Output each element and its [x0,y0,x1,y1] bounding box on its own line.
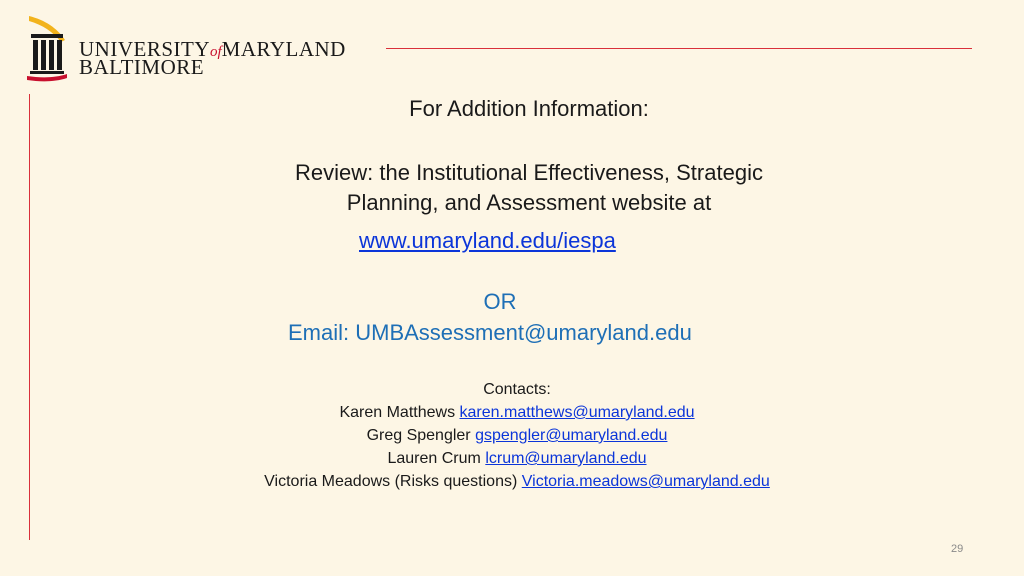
university-logo [27,14,387,84]
or-separator: OR [483,289,517,314]
contacts-block [0,378,1024,493]
logo-wordmark-line1: UNIVERSITYofMARYLAND [79,37,346,61]
contact-row [0,470,1024,493]
contact-row [0,424,1024,447]
contact-email-link[interactable]: lcrum@umaryland.edu [485,450,647,467]
review-line-2: Planning, and Assessment website at [346,190,712,215]
contact-row [0,401,1024,424]
review-text [0,158,1024,218]
contact-name: Karen Matthews [339,404,456,421]
contact-email-link[interactable]: karen.matthews@umaryland.edu [459,404,695,421]
page-number: 29 [951,543,964,555]
contact-name: Victoria Meadows (Risks questions) [264,473,518,490]
contact-email-link[interactable]: gspengler@umaryland.edu [475,427,668,444]
slide-heading: For Addition Information: [409,96,649,121]
contact-email-link[interactable]: Victoria.meadows@umaryland.edu [521,473,770,490]
contact-name: Lauren Crum [387,450,481,467]
contacts-heading: Contacts: [483,381,551,398]
logo-wordmark-line2: BALTIMORE [79,55,205,79]
assessment-email: Email: UMBAssessment@umaryland.edu [288,320,692,345]
contact-row [0,447,1024,470]
top-divider-line [386,48,972,49]
review-line-1: Review: the Institutional Effectiveness, Strategic [295,160,763,185]
contact-name: Greg Spengler [366,427,471,444]
website-link[interactable]: www.umaryland.edu/iespa [359,228,616,253]
university-column-emblem-icon [27,14,71,84]
